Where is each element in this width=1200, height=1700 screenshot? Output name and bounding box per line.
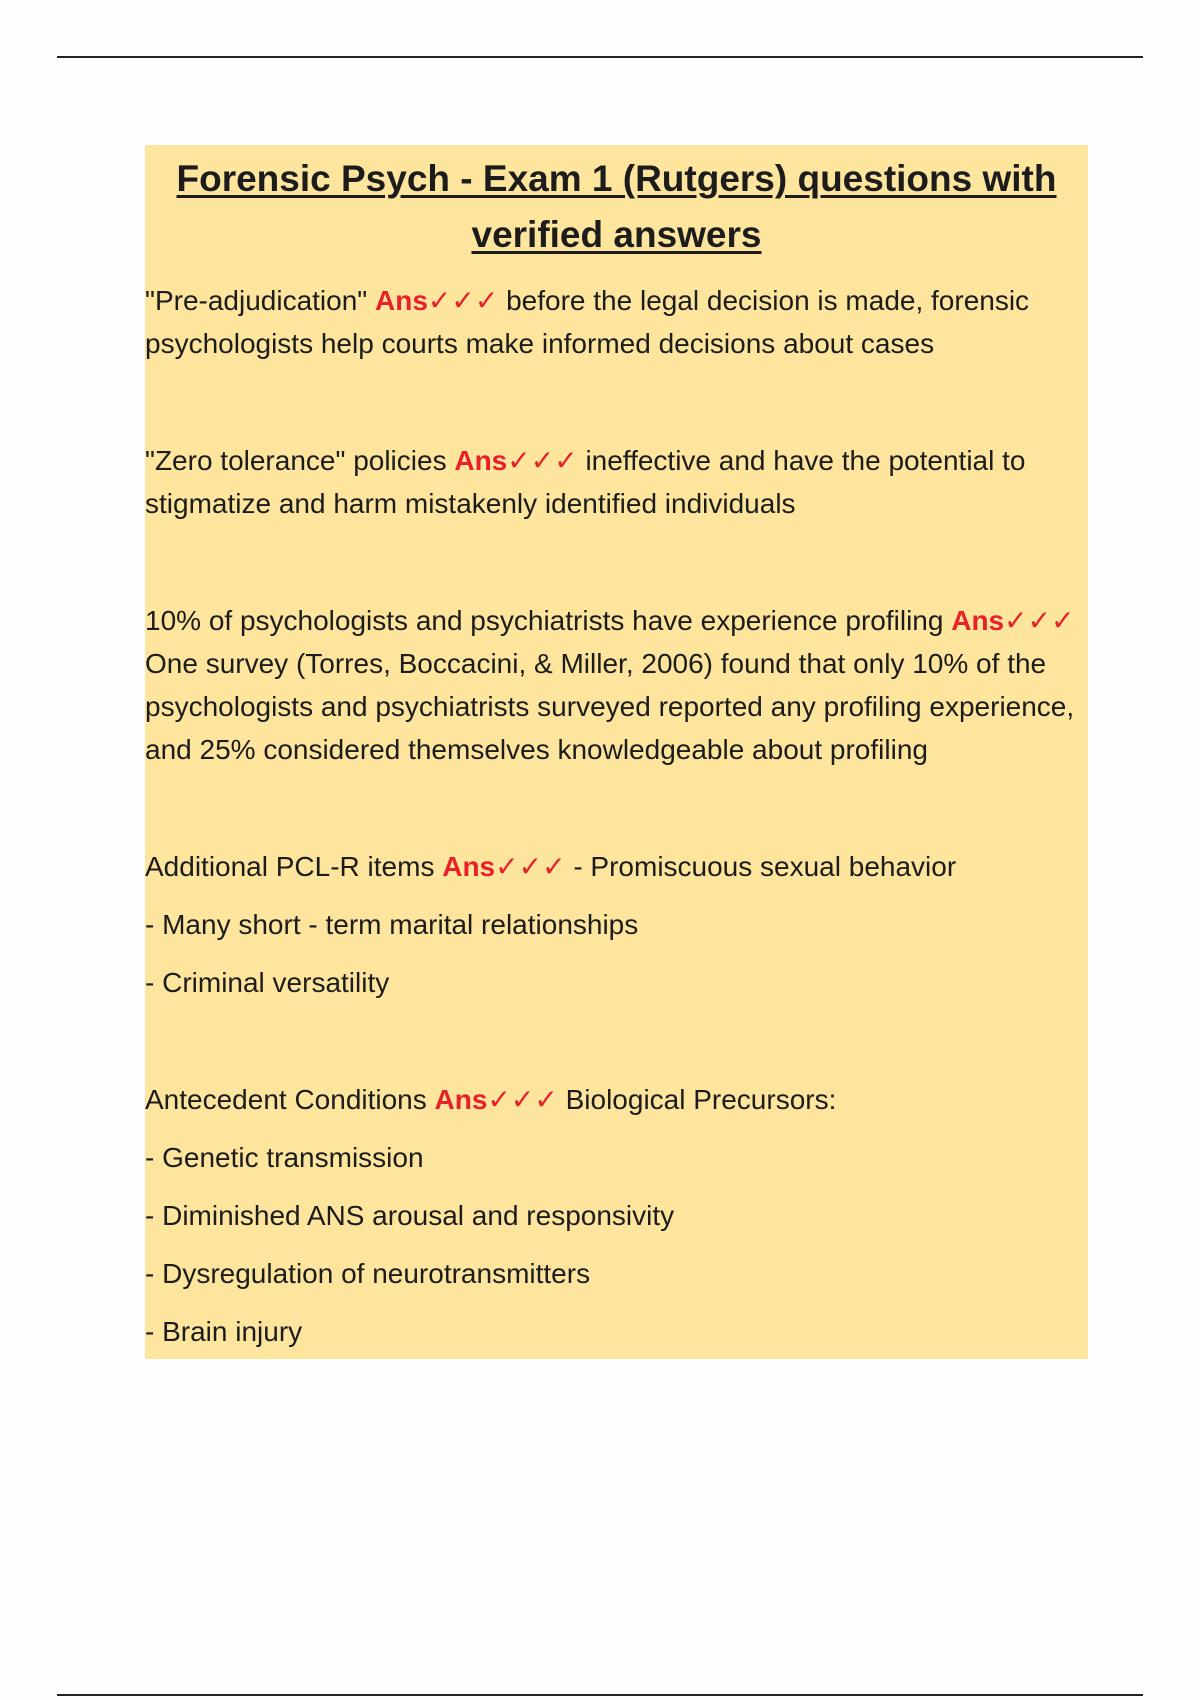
- checkmarks-icon: ✓✓✓: [427, 285, 499, 316]
- question-text: Additional PCL-R items: [145, 851, 435, 882]
- answer-label: Ans: [442, 851, 496, 882]
- answer-subitem: - Brain injury: [145, 1316, 303, 1347]
- answer-label: Ans: [951, 605, 1005, 636]
- answer-label: Ans: [454, 445, 508, 476]
- answer-text: Biological Precursors:: [565, 1084, 837, 1115]
- answer-subitem: - Genetic transmission: [145, 1142, 424, 1173]
- answer-label: Ans: [434, 1084, 488, 1115]
- answer-subitem: - Many short - term marital relationships: [145, 909, 639, 940]
- qa-item: [145, 439, 1088, 525]
- checkmarks-icon: ✓✓✓: [507, 445, 578, 476]
- question-text: "Pre-adjudication": [145, 285, 368, 316]
- checkmarks-icon: ✓✓✓: [1004, 605, 1075, 636]
- answer-label: Ans: [375, 285, 428, 316]
- qa-item: [145, 279, 1088, 365]
- qa-item: [145, 845, 1088, 1004]
- answer-subitem: - Diminished ANS arousal and responsivity: [145, 1200, 675, 1231]
- qa-item: [145, 599, 1088, 771]
- answer-subitem: - Criminal versatility: [145, 967, 390, 998]
- question-text: "Zero tolerance" policies: [145, 445, 447, 476]
- answer-subitem: - Dysregulation of neurotransmitters: [145, 1258, 591, 1289]
- qa-item: [145, 1078, 1088, 1353]
- checkmarks-icon: ✓✓✓: [487, 1084, 558, 1115]
- question-text: 10% of psychologists and psychiatrists have experience profiling: [145, 605, 944, 636]
- document-body: [145, 145, 1088, 1359]
- answer-text: before the legal decision is made, forensic psychologists help courts make informed decisions about cases: [145, 285, 1030, 359]
- answer-text: - Promiscuous sexual behavior: [573, 851, 957, 882]
- question-text: Antecedent Conditions: [145, 1084, 427, 1115]
- qa-list: [145, 279, 1088, 1353]
- header-rule: [57, 56, 1143, 58]
- document-title: Forensic Psych - Exam 1 (Rutgers) questions with verified answers: [176, 158, 1057, 255]
- answer-text: One survey (Torres, Boccacini, & Miller, 2006) found that only 10% of the psychologists and psychiatrists surveyed reported any profiling experience, and 25% considered themselves knowledgeable about profiling: [145, 648, 1075, 765]
- checkmarks-icon: ✓✓✓: [495, 851, 566, 882]
- answer-text: ineffective and have the potential to stigmatize and harm mistakenly identified individuals: [145, 445, 1026, 519]
- footer-rule: [57, 1694, 1143, 1696]
